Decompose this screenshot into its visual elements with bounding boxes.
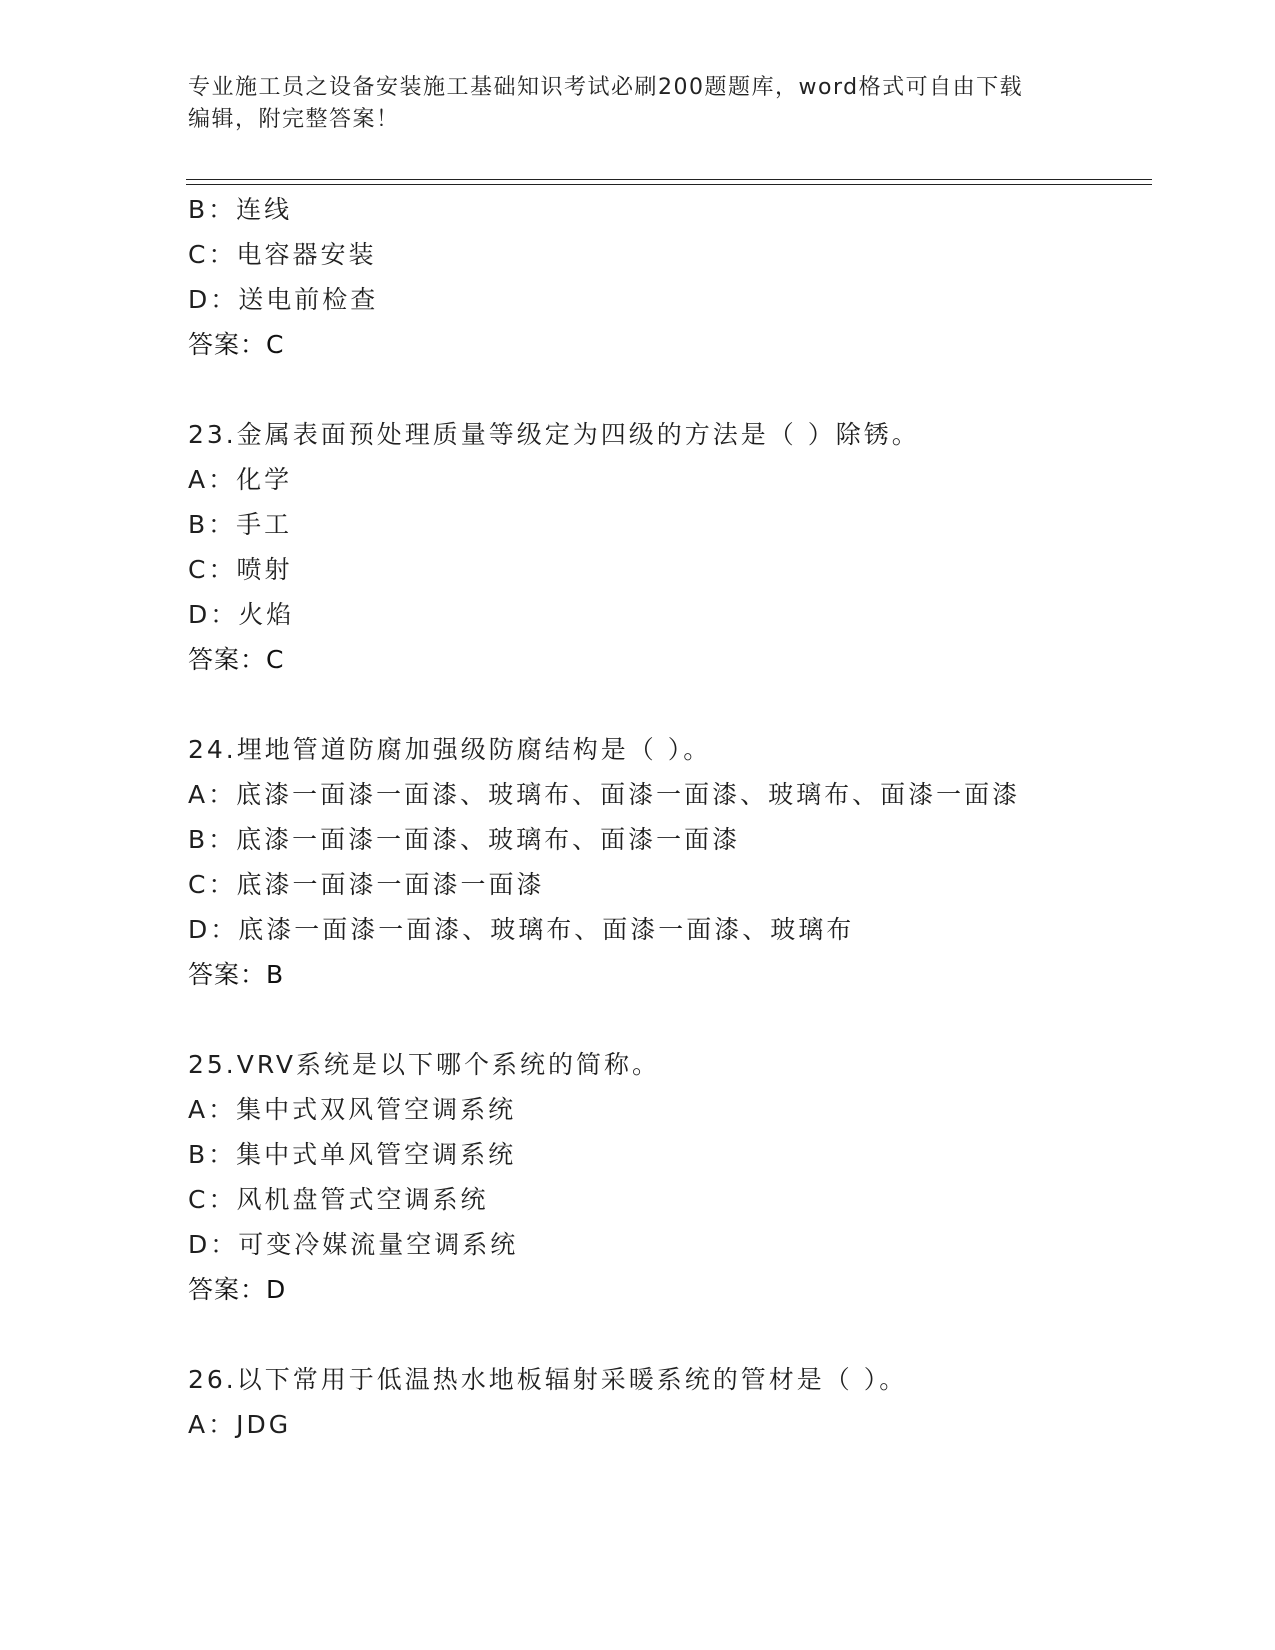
header-divider-top: [186, 179, 1152, 180]
q23-option-c: C：喷射: [188, 555, 293, 584]
q25-option-d: D：可变冷媒流量空调系统: [188, 1230, 519, 1259]
q23-answer: 答案：C: [188, 645, 285, 674]
q24-option-a: A：底漆一面漆一面漆、玻璃布、面漆一面漆、玻璃布、面漆一面漆: [188, 780, 1021, 809]
q25-answer: 答案：D: [188, 1275, 287, 1304]
q26-option-a: A：JDG: [188, 1410, 292, 1439]
q24-option-c: C：底漆一面漆一面漆一面漆: [188, 870, 545, 899]
q25-option-c: C：风机盘管式空调系统: [188, 1185, 489, 1214]
q24-option-b: B：底漆一面漆一面漆、玻璃布、面漆一面漆: [188, 825, 741, 854]
q26-question: 26.以下常用于低温热水地板辐射采暖系统的管材是（ ）。: [188, 1365, 908, 1394]
q24-option-d: D：底漆一面漆一面漆、玻璃布、面漆一面漆、玻璃布: [188, 915, 855, 944]
q22-answer: 答案：C: [188, 330, 285, 359]
q23-question: 23.金属表面预处理质量等级定为四级的方法是（ ）除锈。: [188, 420, 920, 449]
q25-option-b: B：集中式单风管空调系统: [188, 1140, 517, 1169]
header-line-1: 专业施工员之设备安装施工基础知识考试必刷200题题库，word格式可自由下载: [188, 75, 1024, 100]
q25-question: 25.VRV系统是以下哪个系统的简称。: [188, 1050, 660, 1079]
q22-option-c: C：电容器安装: [188, 240, 377, 269]
header-line-2: 编辑，附完整答案！: [188, 107, 400, 132]
header-divider-bottom: [186, 184, 1152, 185]
q24-answer: 答案：B: [188, 960, 285, 989]
q23-option-b: B：手工: [188, 510, 293, 539]
q24-question: 24.埋地管道防腐加强级防腐结构是（ ）。: [188, 735, 712, 764]
q23-option-a: A：化学: [188, 465, 293, 494]
document-header: [188, 72, 1088, 136]
q22-option-b: B：连线: [188, 195, 293, 224]
q25-option-a: A：集中式双风管空调系统: [188, 1095, 517, 1124]
q23-option-d: D：火焰: [188, 600, 295, 629]
q22-option-d: D：送电前检查: [188, 285, 379, 314]
